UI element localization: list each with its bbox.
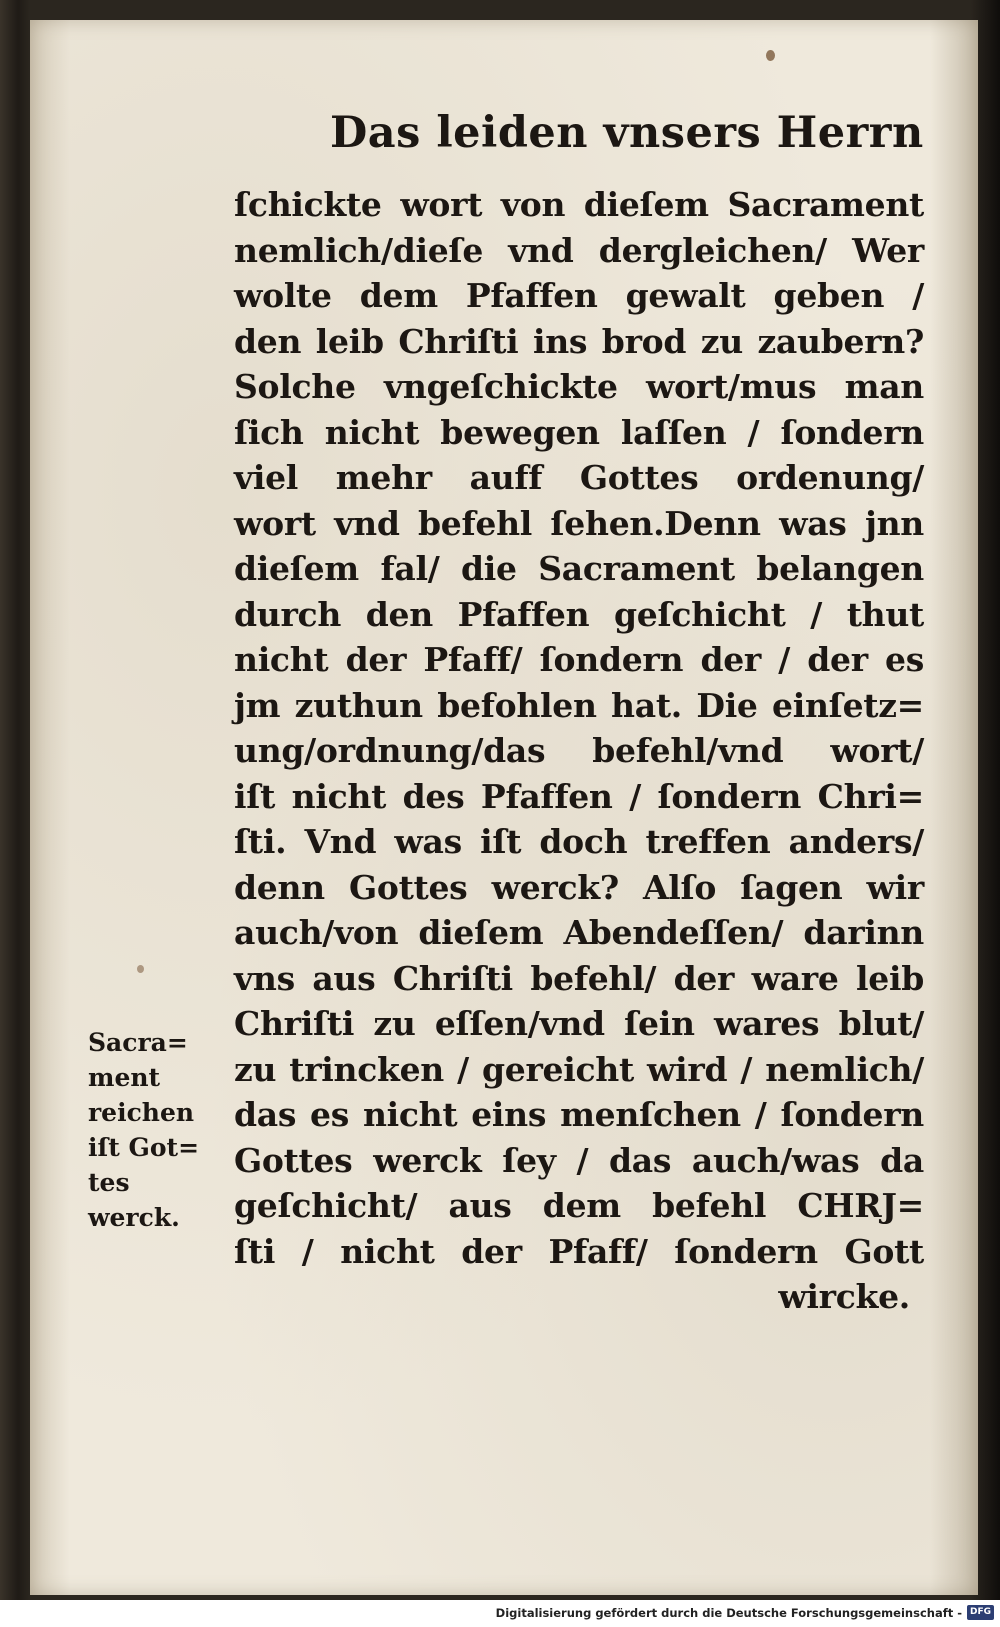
- text-line: Gottes werck ſey / das auch/was da: [234, 1140, 924, 1180]
- text-line: durch den Pfaffen geſchicht / thut: [234, 594, 924, 634]
- text-line: wort vnd befehl ſehen.Denn was jnn: [234, 503, 924, 543]
- text-line: ſich nicht bewegen laſſen / ſondern: [234, 412, 924, 452]
- marginal-line: Sacra=: [88, 1028, 188, 1057]
- footer-credit: Digitalisierung gefördert durch die Deutsche Forschungsgemeinschaft -: [495, 1606, 962, 1620]
- text-line: ung/ordnung/das befehl/vnd wort/: [234, 731, 924, 770]
- text-line: denn Gottes werck? Alſo ſagen wir: [234, 867, 924, 907]
- marginal-line: ment: [88, 1063, 161, 1092]
- text-line: geſchicht/ aus dem befehl CHRJ=: [234, 1186, 924, 1225]
- text-line: zu trincken / gereicht wird / nemlich/: [234, 1049, 924, 1089]
- ink-spot: [137, 965, 144, 973]
- text-line: iſt nicht des Pfaffen / ſondern Chri=: [234, 776, 924, 816]
- ink-spot: [766, 50, 775, 61]
- text-line: jm zuthun befohlen hat. Die einſetz=: [234, 685, 924, 725]
- body-text: [234, 182, 924, 1320]
- text-line: vns aus Chriſti befehl/ der ware leib: [234, 958, 924, 998]
- text-line: wolte dem Pfaffen gewalt geben /: [234, 276, 924, 315]
- text-line: auch/von dieſem Abendeſſen/ darinn: [234, 913, 924, 952]
- text-line: Solche vngeſchickte wort/mus man: [234, 367, 924, 406]
- text-line: Chriſti zu eſſen/vnd ſein wares blut/: [234, 1004, 924, 1043]
- text-line: nicht der Pfaff/ ſondern der / der es: [234, 640, 924, 679]
- text-line: das es nicht eins menſchen / ſondern: [234, 1095, 924, 1134]
- text-line: nemlich/dieſe vnd dergleichen/ Wer: [234, 230, 924, 270]
- text-line: viel mehr auff Gottes ordenung/: [234, 458, 924, 497]
- text-line: den leib Chriſti ins brod zu zaubern?: [234, 321, 924, 361]
- marginal-line: iſt Got=: [88, 1133, 200, 1162]
- dfg-logo: DFG: [967, 1605, 994, 1620]
- text-line: ſti / nicht der Pfaff/ ſondern Gott: [234, 1231, 924, 1271]
- text-line: ſti. Vnd was iſt doch treffen anders/: [234, 822, 924, 861]
- text-line: ſchickte wort von dieſem Sacrament: [234, 185, 924, 224]
- marginal-line: tes: [88, 1168, 130, 1197]
- marginal-note: [88, 1025, 218, 1235]
- marginal-line: reichen: [88, 1098, 195, 1127]
- text-line: wircke.: [778, 1277, 910, 1316]
- text-line: dieſem fal/ die Sacrament belangen: [234, 549, 924, 588]
- running-head: Das leiden vnsers Herrn: [330, 108, 924, 158]
- marginal-line: werck.: [88, 1203, 180, 1232]
